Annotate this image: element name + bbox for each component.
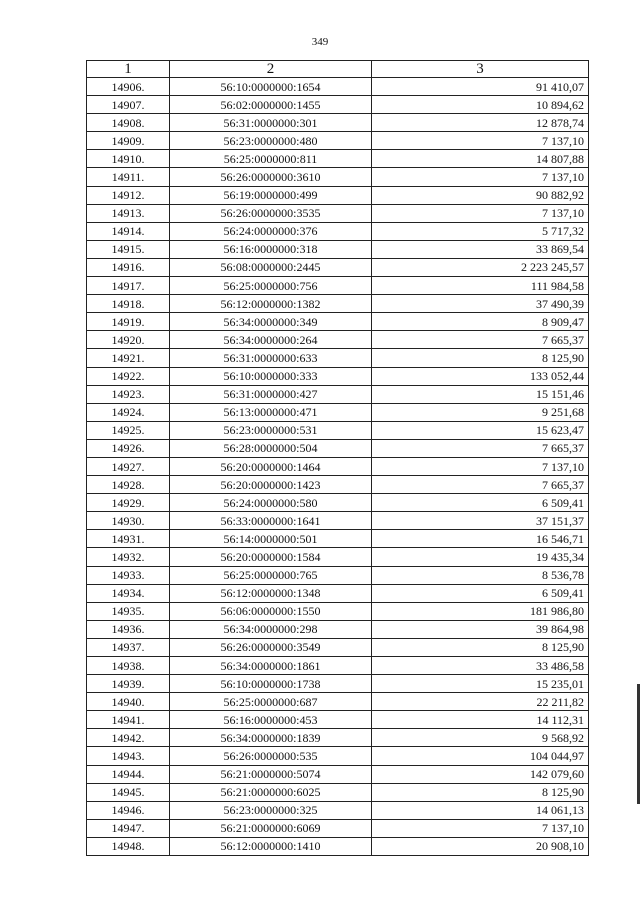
table-row [87, 729, 589, 747]
value-cell: 104 044,97 [372, 747, 589, 765]
cadastral-number-cell: 56:10:0000000:333 [170, 367, 372, 385]
value-cell: 15 623,47 [372, 421, 589, 439]
table-row [87, 331, 589, 349]
value-cell: 15 151,46 [372, 385, 589, 403]
table-row [87, 693, 589, 711]
cadastral-number-cell: 56:31:0000000:301 [170, 114, 372, 132]
value-cell: 5 717,32 [372, 222, 589, 240]
row-number-cell: 14922. [87, 367, 170, 385]
value-cell: 9 568,92 [372, 729, 589, 747]
value-cell: 6 509,41 [372, 584, 589, 602]
row-number-cell: 14916. [87, 258, 170, 276]
row-number-cell: 14920. [87, 331, 170, 349]
cadastral-number-cell: 56:26:0000000:3610 [170, 168, 372, 186]
row-number-cell: 14906. [87, 78, 170, 96]
table-row [87, 765, 589, 783]
table-row [87, 277, 589, 295]
value-cell: 8 125,90 [372, 349, 589, 367]
cadastral-number-cell: 56:14:0000000:501 [170, 530, 372, 548]
row-number-cell: 14923. [87, 385, 170, 403]
row-number-cell: 14908. [87, 114, 170, 132]
table-row [87, 566, 589, 584]
cadastral-number-cell: 56:06:0000000:1550 [170, 602, 372, 620]
value-cell: 10 894,62 [372, 96, 589, 114]
column-header-cadastral-number: 2 [170, 61, 372, 78]
column-header-value: 3 [372, 61, 589, 78]
table-row [87, 638, 589, 656]
row-number-cell: 14912. [87, 186, 170, 204]
row-number-cell: 14943. [87, 747, 170, 765]
table-row [87, 747, 589, 765]
value-cell: 8 125,90 [372, 638, 589, 656]
table-row [87, 783, 589, 801]
page-number: 349 [311, 36, 329, 48]
cadastral-number-cell: 56:12:0000000:1410 [170, 837, 372, 855]
cadastral-number-cell: 56:25:0000000:765 [170, 566, 372, 584]
cadastral-number-cell: 56:25:0000000:756 [170, 277, 372, 295]
cadastral-number-cell: 56:26:0000000:3549 [170, 638, 372, 656]
cadastral-number-cell: 56:13:0000000:471 [170, 403, 372, 421]
table-row [87, 801, 589, 819]
value-cell: 7 665,37 [372, 439, 589, 457]
cadastral-number-cell: 56:23:0000000:480 [170, 132, 372, 150]
value-cell: 7 137,10 [372, 457, 589, 475]
value-cell: 19 435,34 [372, 548, 589, 566]
value-cell: 12 878,74 [372, 114, 589, 132]
row-number-cell: 14947. [87, 819, 170, 837]
table-row [87, 602, 589, 620]
value-cell: 133 052,44 [372, 367, 589, 385]
table-row [87, 313, 589, 331]
column-header-number: 1 [87, 61, 170, 78]
cadastral-number-cell: 56:21:0000000:6069 [170, 819, 372, 837]
value-cell: 9 251,68 [372, 403, 589, 421]
value-cell: 2 223 245,57 [372, 258, 589, 276]
row-number-cell: 14921. [87, 349, 170, 367]
value-cell: 7 137,10 [372, 168, 589, 186]
table-row [87, 78, 589, 96]
row-number-cell: 14914. [87, 222, 170, 240]
value-cell: 7 665,37 [372, 331, 589, 349]
table-row [87, 530, 589, 548]
table-row [87, 837, 589, 855]
row-number-cell: 14926. [87, 439, 170, 457]
row-number-cell: 14937. [87, 638, 170, 656]
cadastral-number-cell: 56:16:0000000:318 [170, 240, 372, 258]
table-row [87, 620, 589, 638]
row-number-cell: 14946. [87, 801, 170, 819]
table-row [87, 295, 589, 313]
table-body [87, 78, 589, 856]
row-number-cell: 14931. [87, 530, 170, 548]
row-number-cell: 14938. [87, 657, 170, 675]
table-row [87, 457, 589, 475]
value-cell: 7 665,37 [372, 476, 589, 494]
cadastral-number-cell: 56:34:0000000:298 [170, 620, 372, 638]
cadastral-number-cell: 56:20:0000000:1423 [170, 476, 372, 494]
value-cell: 14 112,31 [372, 711, 589, 729]
cadastral-value-table [86, 60, 589, 856]
value-cell: 8 909,47 [372, 313, 589, 331]
value-cell: 7 137,10 [372, 132, 589, 150]
cadastral-number-cell: 56:10:0000000:1654 [170, 78, 372, 96]
row-number-cell: 14935. [87, 602, 170, 620]
row-number-cell: 14934. [87, 584, 170, 602]
cadastral-number-cell: 56:34:0000000:264 [170, 331, 372, 349]
cadastral-number-cell: 56:21:0000000:5074 [170, 765, 372, 783]
cadastral-number-cell: 56:25:0000000:687 [170, 693, 372, 711]
value-cell: 181 986,80 [372, 602, 589, 620]
cadastral-number-cell: 56:25:0000000:811 [170, 150, 372, 168]
row-number-cell: 14913. [87, 204, 170, 222]
row-number-cell: 14944. [87, 765, 170, 783]
table-row [87, 132, 589, 150]
table-row [87, 204, 589, 222]
table-row [87, 584, 589, 602]
row-number-cell: 14930. [87, 512, 170, 530]
table-row [87, 222, 589, 240]
cadastral-number-cell: 56:20:0000000:1584 [170, 548, 372, 566]
table-row [87, 240, 589, 258]
table-row [87, 548, 589, 566]
cadastral-number-cell: 56:12:0000000:1348 [170, 584, 372, 602]
table-row [87, 512, 589, 530]
row-number-cell: 14941. [87, 711, 170, 729]
table-row [87, 186, 589, 204]
row-number-cell: 14907. [87, 96, 170, 114]
cadastral-number-cell: 56:34:0000000:1861 [170, 657, 372, 675]
table-row [87, 349, 589, 367]
table-row [87, 819, 589, 837]
cadastral-number-cell: 56:26:0000000:3535 [170, 204, 372, 222]
value-cell: 16 546,71 [372, 530, 589, 548]
cadastral-number-cell: 56:33:0000000:1641 [170, 512, 372, 530]
value-cell: 33 869,54 [372, 240, 589, 258]
cadastral-number-cell: 56:34:0000000:1839 [170, 729, 372, 747]
table-row [87, 367, 589, 385]
table-row [87, 476, 589, 494]
value-cell: 37 151,37 [372, 512, 589, 530]
row-number-cell: 14924. [87, 403, 170, 421]
cadastral-number-cell: 56:10:0000000:1738 [170, 675, 372, 693]
value-cell: 7 137,10 [372, 819, 589, 837]
row-number-cell: 14919. [87, 313, 170, 331]
value-cell: 6 509,41 [372, 494, 589, 512]
value-cell: 8 536,78 [372, 566, 589, 584]
value-cell: 7 137,10 [372, 204, 589, 222]
row-number-cell: 14909. [87, 132, 170, 150]
value-cell: 14 061,13 [372, 801, 589, 819]
row-number-cell: 14933. [87, 566, 170, 584]
row-number-cell: 14936. [87, 620, 170, 638]
row-number-cell: 14918. [87, 295, 170, 313]
table-row [87, 96, 589, 114]
value-cell: 91 410,07 [372, 78, 589, 96]
value-cell: 14 807,88 [372, 150, 589, 168]
cadastral-number-cell: 56:08:0000000:2445 [170, 258, 372, 276]
value-cell: 37 490,39 [372, 295, 589, 313]
table-row [87, 657, 589, 675]
cadastral-number-cell: 56:24:0000000:580 [170, 494, 372, 512]
table-row [87, 168, 589, 186]
value-cell: 90 882,92 [372, 186, 589, 204]
table-header-row [87, 61, 589, 78]
cadastral-number-cell: 56:31:0000000:633 [170, 349, 372, 367]
cadastral-number-cell: 56:12:0000000:1382 [170, 295, 372, 313]
table-row [87, 385, 589, 403]
value-cell: 15 235,01 [372, 675, 589, 693]
table-row [87, 439, 589, 457]
row-number-cell: 14929. [87, 494, 170, 512]
row-number-cell: 14932. [87, 548, 170, 566]
value-cell: 142 079,60 [372, 765, 589, 783]
cadastral-number-cell: 56:20:0000000:1464 [170, 457, 372, 475]
cadastral-number-cell: 56:28:0000000:504 [170, 439, 372, 457]
cadastral-number-cell: 56:26:0000000:535 [170, 747, 372, 765]
value-cell: 22 211,82 [372, 693, 589, 711]
table-row [87, 150, 589, 168]
value-cell: 8 125,90 [372, 783, 589, 801]
value-cell: 39 864,98 [372, 620, 589, 638]
row-number-cell: 14925. [87, 421, 170, 439]
row-number-cell: 14939. [87, 675, 170, 693]
cadastral-number-cell: 56:21:0000000:6025 [170, 783, 372, 801]
table-row [87, 711, 589, 729]
cadastral-number-cell: 56:16:0000000:453 [170, 711, 372, 729]
row-number-cell: 14942. [87, 729, 170, 747]
cadastral-number-cell: 56:31:0000000:427 [170, 385, 372, 403]
value-cell: 33 486,58 [372, 657, 589, 675]
row-number-cell: 14927. [87, 457, 170, 475]
table-row [87, 675, 589, 693]
table-row [87, 403, 589, 421]
cadastral-number-cell: 56:02:0000000:1455 [170, 96, 372, 114]
row-number-cell: 14940. [87, 693, 170, 711]
row-number-cell: 14911. [87, 168, 170, 186]
cadastral-number-cell: 56:23:0000000:531 [170, 421, 372, 439]
cadastral-number-cell: 56:19:0000000:499 [170, 186, 372, 204]
row-number-cell: 14910. [87, 150, 170, 168]
row-number-cell: 14945. [87, 783, 170, 801]
cadastral-number-cell: 56:24:0000000:376 [170, 222, 372, 240]
row-number-cell: 14928. [87, 476, 170, 494]
row-number-cell: 14915. [87, 240, 170, 258]
row-number-cell: 14917. [87, 277, 170, 295]
row-number-cell: 14948. [87, 837, 170, 855]
table-row [87, 421, 589, 439]
table-row [87, 494, 589, 512]
value-cell: 111 984,58 [372, 277, 589, 295]
cadastral-number-cell: 56:34:0000000:349 [170, 313, 372, 331]
table-row [87, 258, 589, 276]
cadastral-number-cell: 56:23:0000000:325 [170, 801, 372, 819]
value-cell: 20 908,10 [372, 837, 589, 855]
table-row [87, 114, 589, 132]
